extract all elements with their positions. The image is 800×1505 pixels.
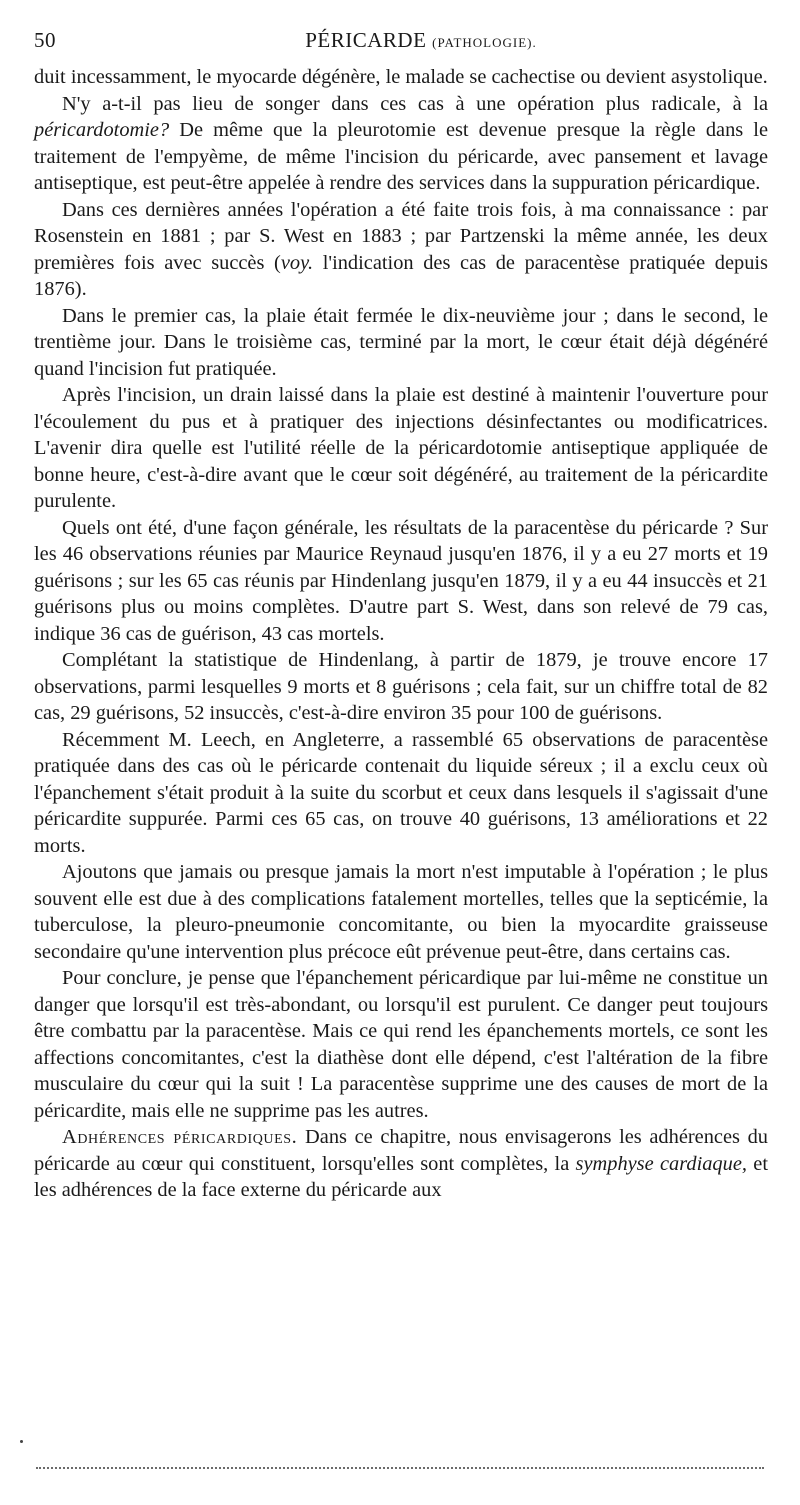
paragraph-3-start: Dans ces dernières années l'opération a été faite trois fois, à ma connaissance : par Rosenstein en 1881 ; par S. West en 1883 ; par Partzenski la même année, les deux premières fois avec succès ( (34, 198, 768, 274)
paragraph-2-start: N'y a-t-il pas lieu de songer dans ces cas à une opération plus radicale, à la (62, 92, 768, 115)
print-speck (20, 1440, 23, 1443)
paragraph-3 (34, 197, 768, 303)
paragraph-10: Pour conclure, je pense que l'épanchement péricardique par lui-même ne constitue un danger que lorsqu'il est très-abondant, ou lorsqu'il est purulent. Ce danger peut toujours être combattu par la paracentèse. Mais ce qui rend les épanchements mortels, ce sont les affections concomitantes, c'est la diathèse dont elle dépend, c'est l'altération de la fibre musculaire du cœur qui la suit ! La paracentèse supprime une des causes de mort de la péricardite, mais elle ne supprime pas les autres. (34, 967, 768, 1122)
book-page (34, 28, 768, 1204)
paragraph-9: Ajoutons que jamais ou presque jamais la mort n'est imputable à l'opération ; le plus souvent elle est due à des complications fatalement mortelles, telles que la septicémie, la tuberculose, la pleuro-pneumonie concomitante, ou bien la myocardite graisseuse secondaire qu'une intervention plus précoce eût prévenue peut-être, dans certains cas. (34, 861, 768, 963)
page-number: 50 (34, 28, 56, 52)
paragraph-2-end: De même que la pleurotomie est devenue presque la règle dans le traitement de l'empyème, de même l'incision du péricarde, avec pansement et lavage antiseptique, est peut-être appelée à rendre des services dans la suppuration péricardique. (34, 119, 768, 194)
paragraph-8: Récemment M. Leech, en Angleterre, a rassemblé 65 observations de paracentèse pratiquée dans des cas où le péricarde contenait du liquide séreux ; il a exclu ceux où l'épanchement s'était produit à la suite du scorbut et ceux dans lesquels il s'agissait d'une péricardite suppurée. Parmi ces 65 cas, on trouve 40 guérisons, 13 améliorations et 22 morts. (34, 728, 768, 857)
paragraph-7: Complétant la statistique de Hindenlang, à partir de 1879, je trouve encore 17 observations, parmi lesquelles 9 morts et 8 guérisons ; cela fait, sur un chiffre total de 82 cas, 29 guérisons, 52 insuccès, c'est-à-dire environ 35 pour 100 de guérisons. (34, 649, 768, 724)
running-title-subtitle: (PATHOLOGIE). (432, 35, 537, 50)
page-header (34, 28, 768, 58)
dotted-rule (36, 1467, 764, 1469)
paragraph-3-italic: voy. (280, 251, 314, 274)
paragraph-6: Quels ont été, d'une façon générale, les résultats de la paracentèse du péricarde ? Sur les 46 observations réunies par Maurice Reynaud jusqu'en 1876, il y a eu 27 morts et 19 guérisons ; sur les 65 cas réunis par Hindenlang jusqu'en 1879, il y a eu 44 insuccès et 21 guérisons plus ou moins complètes. D'autre part S. West, dans son relevé de 79 cas, indique 36 cas de guérison, 43 cas mortels. (34, 516, 768, 645)
paragraph-5: Après l'incision, un drain laissé dans la plaie est destiné à maintenir l'ouverture pour l'écoulement du pus et à pratiquer des injections désinfectantes ou modificatrices. L'avenir dira quelle est l'utilité réelle de la péricardotomie antiseptique appliquée de bonne heure, c'est-à-dire avant que le cœur soit dégénéré, au traitement de la péricardite purulente. (34, 384, 768, 512)
paragraph-2-italic: péricardotomie? (34, 119, 170, 141)
paragraph-11-italic: symphyse cardiaque, (575, 1152, 747, 1175)
paragraph-11 (34, 1124, 768, 1204)
paragraph-4: Dans le premier cas, la plaie était fermée le dix-neuvième jour ; dans le second, le trentième jour. Dans le troisième cas, terminé par la mort, le cœur était déjà dégénéré quand l'incision fut pratiquée. (34, 304, 768, 380)
paragraph-3-end: l'indication des cas de paracentèse pratiquée depuis 1876). (34, 251, 768, 300)
section-heading-adherences: Adhérences péricardiques. (62, 1126, 298, 1148)
paragraph-11-end: et les adhérences de la face externe du péricarde aux (34, 1152, 768, 1201)
paragraph-11-start: Dans ce chapitre, nous envisagerons les adhérences du péricarde au cœur qui constituent, lorsqu'elles sont complètes, la (34, 1126, 768, 1175)
paragraph-2 (34, 91, 768, 197)
running-title (34, 28, 768, 53)
paragraph-1: duit incessamment, le myocarde dégénère, le malade se cachectise ou devient asystolique. (34, 66, 768, 88)
body-text (34, 64, 768, 1204)
running-title-main: PÉRICARDE (305, 28, 427, 52)
